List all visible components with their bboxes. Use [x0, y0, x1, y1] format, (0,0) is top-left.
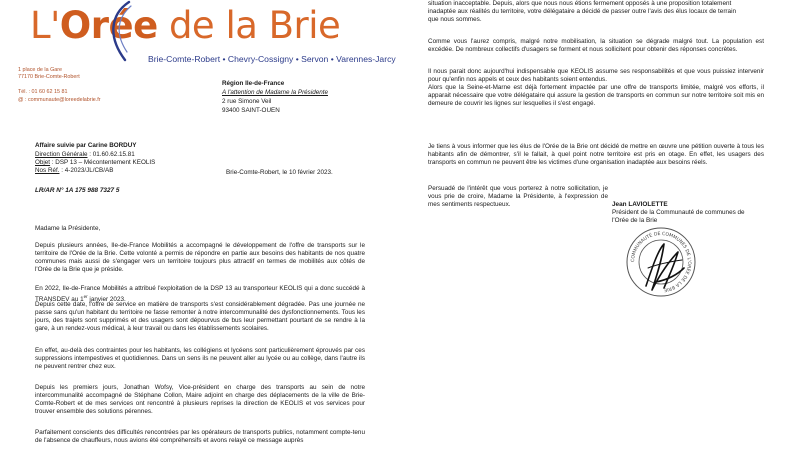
member-communes: Brie-Comte-Robert • Chevry-Cossigny • Servon • Varennes-Jarcy	[148, 54, 396, 64]
recipient-city: 93400 SAINT-OUEN	[222, 107, 280, 114]
body-paragraph-4: En effet, au-delà des contraintes pour les habitants, les collégiens et lycéens sont particulièrement éprouvés par ces suppressions intempestives et quotidiennes. Dans un sens ils ne peuvent aller au lycée ou au collège, dans l'autre ils ne peuvent rentrer chez eux.	[35, 347, 365, 370]
letter-date: Brie-Comte-Robert, le 10 février 2023.	[226, 169, 333, 176]
recipient-street: 2 rue Simone Veil	[222, 98, 272, 105]
recipient-org: Région Ile-de-France	[222, 80, 285, 87]
right-paragraph-5: Persuadé de l'intérêt que vous porterez à notre sollicitation, je vous prie de croire, Madame la Présidente, à l'expression de mes sentiments respectueux.	[428, 185, 608, 208]
body-paragraph-6: Parfaitement conscients des difficultés rencontrées par les opérateurs de transports publics, notamment compte-tenu de l'absence de chauffeurs, nous avions été compréhensifs et avons relayé ce message auprès	[35, 429, 365, 444]
right-paragraph-2: Il nous parait donc aujourd'hui indispensable que KEOLIS assume ses responsabilités et que vous puissiez intervenir pour qu'enfin nos appels et ceux des habitants soient entendus.	[428, 68, 764, 83]
logo-swoosh-icon	[101, 0, 141, 62]
registered-mail-number: LR/AR N° 1A 175 988 7327 5	[35, 187, 120, 194]
right-paragraph-4: Je tiens à vous informer que les élus de l'Orée de la Brie ont décidé de mettre en œuvre une pétition ouverte à tous les habitants afin de démontrer, s'il le fallait, à quel point notre territoire est pris en otage. En effet, les usagers des transports en commun ne peuvent être les victimes d'une organisation inadaptée aux besoins réels.	[428, 143, 764, 166]
ref-label: Nos Réf.	[35, 167, 60, 174]
sender-phone: Tél. : 01 60 62 15 81	[18, 89, 68, 95]
right-paragraph-3: Alors que la Seine-et-Marne est déjà fortement impactée par une offre de transports limitée, malgré vos efforts, il apparait nécessaire que votre délégataire qui assure la gestion de transports en commun sur notre territoire soit mis en demeure de couvrir les lignes sur lesquelles il s'est engagé.	[428, 84, 764, 107]
body-paragraph-1: Depuis plusieurs années, Ile-de-France Mobilités a accompagné le développement de l'offre de transports sur le territoire de l'Orée de la Brie. Cette volonté a permis de répondre en partie aux besoins des habitants de nos quatre communes mais aussi de s'engager vers un territoire toujours plus attractif en termes de mobilités aux côtés de l'Orée de la Brie que je préside.	[35, 242, 365, 273]
salutation: Madame la Présidente,	[35, 225, 101, 232]
body-paragraph-3: Depuis cette date, l'offre de service en matière de transports s'est considérablement dégradée. Pas une journée ne passe sans qu'un habitant du territoire ne fasse remonter à notre intercommunalité des dysfonctionnements. Tous les jours, des trajets sont supprimés et des usagers sont dépourvus de bus leur permettant pourtant de se rendre à la gare, à un rendez-vous médical, à leur travail ou dans les établissements scolaires.	[35, 301, 365, 332]
logo	[30, 4, 340, 47]
handwritten-signature	[638, 238, 690, 296]
p0-line-b: inadaptée aux réalités du territoire, votre délégataire a décidé de passer outre l'avis des élus locaux de terrain	[428, 7, 737, 15]
direction-label: Direction Générale	[35, 151, 88, 158]
signatory-name: Jean LAVIOLETTE	[612, 201, 668, 208]
recipient-attention: A l'attention de Madame la Présidente	[222, 89, 328, 96]
signatory-title: Président de la Communauté de communes de l'Orée de la Brie	[612, 209, 745, 224]
direction-value: : 01.60.62.15.81	[87, 151, 135, 158]
ref-value: : 4-2023/JL/CB/AB	[59, 167, 114, 174]
body-paragraph-5: Depuis les premiers jours, Jonathan Wofsy, Vice-président en charge des transports au sein de notre intercommunalité accompagné de Stéphane Collon, Maire adjoint en charge des déplacements de la ville de Brie-Comte-Robert et de mes services ont rencontré à plusieurs reprises la direction de KEOLIS et vos services pour trouver ensemble des solutions pérennes.	[35, 384, 365, 415]
continued-paragraph	[428, 0, 764, 24]
logo-part-2: Orée	[59, 4, 158, 47]
sender-address-line-2: 77170 Brie-Comte-Robert	[18, 74, 80, 80]
affaire-suivie: Affaire suivie par Carine BORDUY	[35, 142, 137, 149]
seal-text: COMMUNAUTÉ DE COMMUNES DE L'ORÉE DE LA BRIE	[630, 231, 692, 292]
objet-label: Objet	[35, 159, 51, 166]
p2-superscript: er	[83, 293, 88, 299]
sender-email: @ : communaute@loreedelabrie.fr	[18, 97, 101, 103]
p0-line-c: que nous sommes.	[428, 15, 482, 23]
letter-page-2	[400, 0, 800, 450]
logo-part-3: de la Brie	[157, 4, 341, 47]
objet-value: : DSP 13 – Mécontentement KEOLIS	[50, 159, 156, 166]
logo-part-1: L'	[30, 4, 60, 47]
meta-ref	[35, 166, 113, 175]
right-paragraph-1: Comme vous l'aurez compris, malgré notre mobilisation, la situation se dégrade malgré tout. La population est excédée. De nombreux collectifs d'usagers se forment et nous sollicitent pour obtenir des réponses concrètes.	[428, 38, 764, 53]
p2-text-a: En 2022, Ile-de-France Mobilités a attribué l'exploitation de la DSP 13 au transporteur KEOLIS qui a donc succédé à TRANSDEV au 1	[35, 285, 365, 304]
p2-text-b: janvier 2023.	[87, 296, 126, 304]
p0-line-a: situation inacceptable. Depuis, alors que nous nous étions fermement opposés à une proposition totalement	[428, 0, 732, 7]
sender-address-line-1: 1 place de la Gare	[18, 67, 63, 73]
